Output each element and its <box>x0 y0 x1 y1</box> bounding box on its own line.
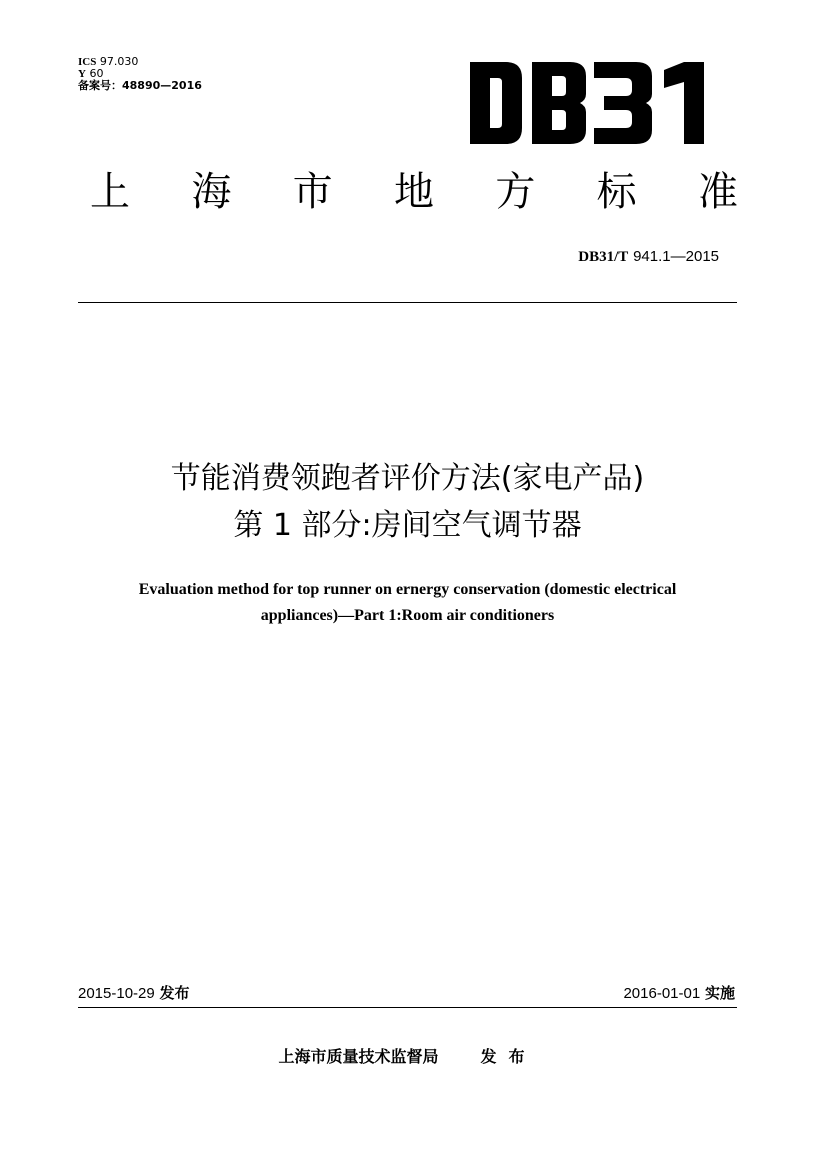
category-char: 市 <box>292 169 333 215</box>
issuing-authority <box>0 1047 815 1067</box>
standard-number-value: 941.1—2015 <box>633 248 719 265</box>
standard-category-title <box>84 166 744 218</box>
category-char: 方 <box>495 169 536 215</box>
category-char: 海 <box>191 169 232 215</box>
issuer-action: 发布 <box>480 1047 537 1066</box>
ics-label: ICS <box>78 56 97 68</box>
standard-number <box>578 247 719 266</box>
footer-divider <box>78 1007 737 1008</box>
implementation-date-word: 实施 <box>704 984 735 1002</box>
class-code: 60 <box>89 67 104 80</box>
title-en-line-2: appliances)—Part 1:Room air conditioners <box>260 607 555 624</box>
category-char: 地 <box>393 169 434 215</box>
implementation-date-value: 2016-01-01 <box>623 985 701 1002</box>
issue-date-value: 2015-10-29 <box>78 985 155 1002</box>
issue-date-word: 发布 <box>159 984 190 1002</box>
record-number: 备案号：48890—2016 <box>78 79 202 92</box>
class-label: Y <box>78 68 86 80</box>
category-char: 标 <box>596 169 637 215</box>
title-en-line-1: Evaluation method for top runner on ernergy conservation (domestic electrical <box>138 581 677 598</box>
implementation-date <box>623 984 735 1003</box>
standard-number-prefix: DB31/T <box>578 249 629 265</box>
ics-code: 97.030 <box>99 55 139 68</box>
category-char: 准 <box>697 169 738 215</box>
db31-logo <box>466 60 726 146</box>
issuer-name: 上海市质量技术监督局 <box>278 1047 439 1066</box>
title-cn-line-1: 节能消费领跑者评价方法(家电产品) <box>170 461 645 496</box>
header-divider <box>78 302 737 303</box>
category-char: 上 <box>90 169 130 215</box>
title-cn-line-2: 第 1 部分:房间空气调节器 <box>233 508 582 543</box>
issue-date <box>78 984 190 1003</box>
